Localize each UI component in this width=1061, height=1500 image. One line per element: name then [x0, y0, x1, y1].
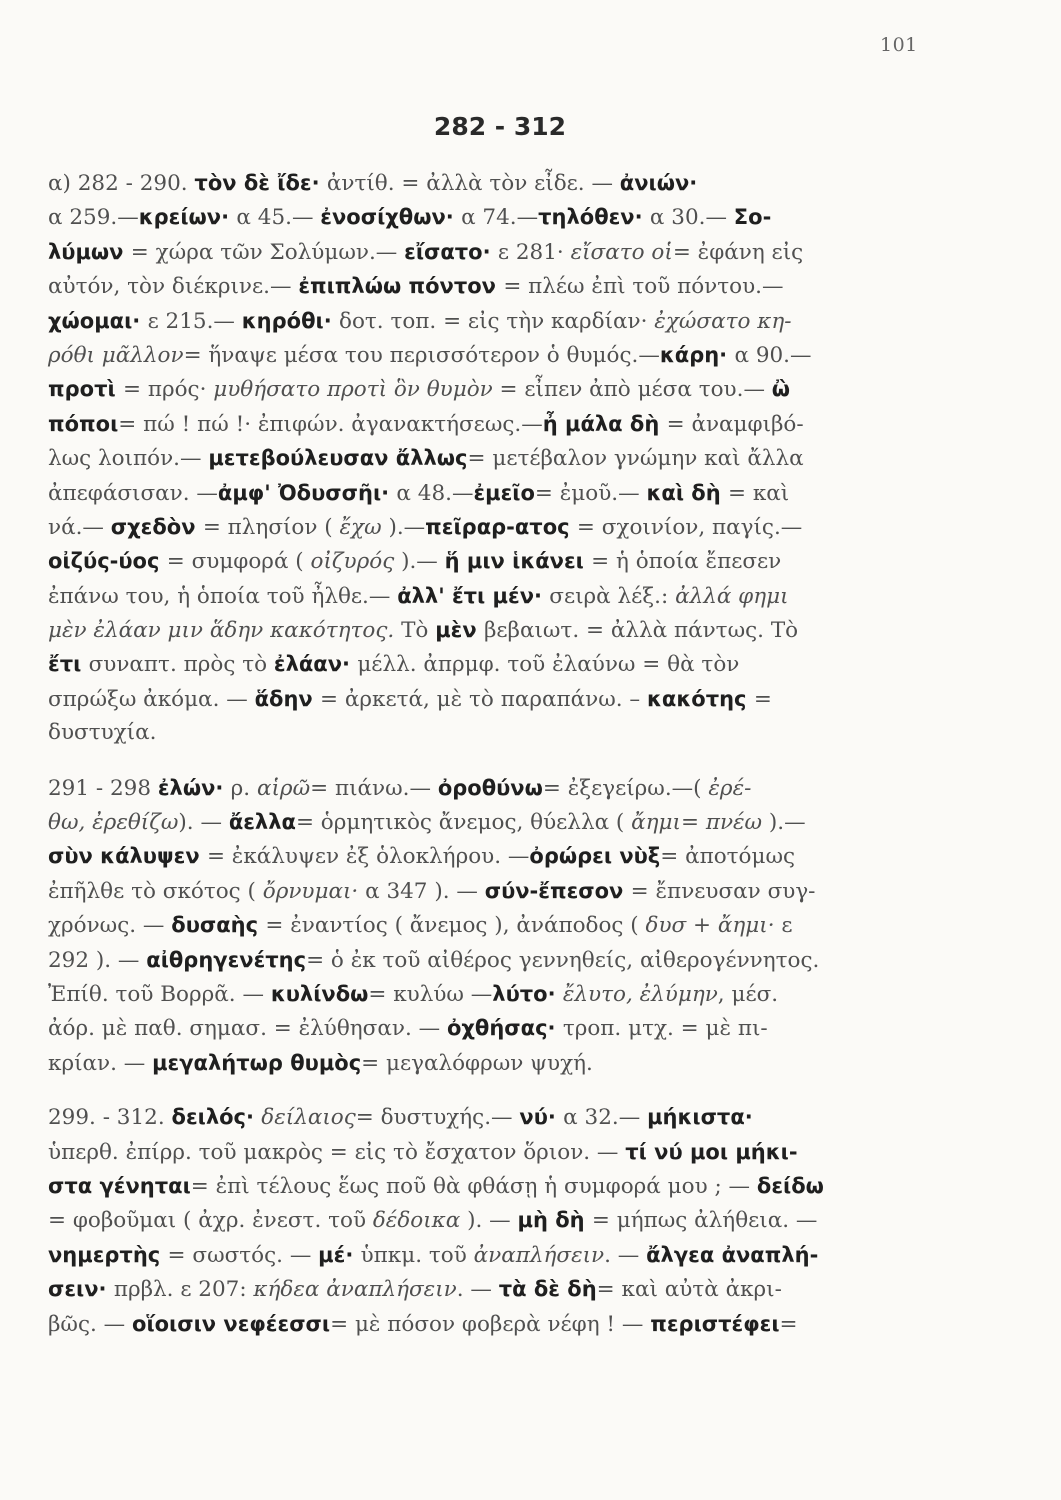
gloss-text: ). —	[467, 1208, 518, 1234]
text-line	[48, 943, 940, 977]
gloss-text: χρόνως. —	[48, 913, 172, 939]
lemma-term: σύν-ἔπεσον	[484, 878, 631, 903]
lemma-term: ἀλλ' ἔτι μέν·	[397, 583, 550, 608]
gloss-text: = χώρα τῶν Σολύμων.—	[130, 239, 405, 265]
gloss-text: ε 215.—	[147, 308, 242, 334]
gloss-text: = πώ ! πώ !· ἐπιφών. ἀγανακτήσεως.—	[118, 411, 543, 437]
gloss-text: σπρώξω ἀκόμα. —	[48, 686, 255, 712]
quoted-form: ἀλλά φημι	[675, 583, 789, 609]
lemma-term: νημερτὴς	[48, 1242, 168, 1267]
lemma-term: μεγαλήτωρ θυμὸς	[152, 1050, 362, 1075]
gloss-text: ε 281·	[497, 239, 571, 265]
quoted-form: πνέω	[705, 810, 769, 836]
section-title: 282 - 312	[433, 112, 567, 141]
quoted-form: μυθήσατο προτὶ ὃν θυμὸν	[213, 377, 500, 403]
text-line	[48, 874, 940, 908]
quoted-form: δείλαιος	[261, 1105, 356, 1131]
quoted-form: ἐχώσατο κη-	[654, 308, 792, 334]
text-line	[48, 1011, 940, 1045]
gloss-text: ἀντίθ. = ἀλλὰ τὸν εἶδε. —	[326, 171, 620, 196]
text-line	[48, 235, 940, 269]
text-line	[48, 647, 940, 681]
lemma-term: χώομαι·	[48, 308, 148, 333]
text-line	[48, 200, 940, 234]
gloss-text: δυστυχία.	[48, 720, 157, 746]
lemma-term: ἐλών·	[157, 775, 231, 800]
lemma-term: ἀνιών·	[619, 171, 698, 195]
lemma-term: ἀμφ' Ὀδυσσῆι·	[217, 480, 397, 505]
lemma-term: πόποι	[48, 411, 119, 436]
commentary-body	[48, 166, 940, 1341]
gloss-text: = πλησίον (	[202, 514, 340, 540]
lemma-term: ὀρώρει νὺξ	[529, 844, 661, 869]
text-line	[48, 908, 940, 942]
text-line	[48, 441, 940, 475]
text-line	[48, 716, 940, 750]
gloss-text: = ὁρμητικὸς ἄνεμος, θύελλα (	[295, 810, 632, 836]
gloss-text: ἐπάνω του, ἡ ὁποία τοῦ ἦλθε.—	[48, 583, 398, 609]
gloss-text: τροπ. μτχ. = μὲ πι-	[562, 1016, 768, 1042]
gloss-text: ἀπεφάσισαν. —	[48, 480, 218, 506]
gloss-text: πρβλ. ε 207:	[113, 1277, 254, 1303]
gloss-text: = εἶπεν ἀπὸ μέσα του.—	[499, 377, 772, 403]
gloss-text: ἐπῆλθε τὸ σκότος (	[48, 878, 263, 904]
gloss-text: = ἔπνευσαν συγ-	[630, 878, 816, 904]
text-line	[48, 1169, 940, 1203]
lemma-term: ἄελλα	[228, 810, 296, 835]
lemma-term: προτὶ	[48, 377, 123, 402]
text-line	[48, 1100, 940, 1134]
gloss-text: = ἐναντίος ( ἄνεμος ), ἀνάποδος (	[265, 913, 646, 939]
gloss-text: α 45.—	[236, 205, 321, 231]
gloss-text: Ἐπίθ. τοῦ Βορρᾶ. —	[48, 981, 271, 1007]
lemma-term: δυσαὴς	[171, 913, 266, 938]
gloss-text: συναπτ. πρὸς τὸ	[88, 652, 274, 678]
lemma-term: ἐμεῖο	[473, 480, 535, 505]
gloss-text: . —	[456, 1277, 499, 1303]
lemma-term: εἴσατο·	[404, 239, 498, 264]
lemma-term: στα γένηται	[48, 1173, 191, 1198]
gloss-text: 299. - 312.	[48, 1105, 172, 1131]
lemma-term: λύτο·	[492, 981, 563, 1006]
gloss-text: = μεγαλόφρων ψυχή.	[361, 1050, 593, 1076]
gloss-text: = ἐφάνη εἰς	[672, 239, 804, 265]
lemma-term: τὸν δὲ ἴδε·	[194, 171, 327, 195]
gloss-text: α 32.—	[563, 1105, 648, 1131]
lemma-term: ἅδην	[254, 686, 321, 711]
gloss-text: ἀόρ. μὲ παθ. σημασ. = ἐλύθησαν. —	[48, 1016, 447, 1042]
gloss-text: βεβαιωτ. = ἀλλὰ πάντως. Τὸ	[483, 618, 799, 644]
text-line	[48, 407, 940, 441]
lemma-term: μὴ δὴ	[517, 1208, 592, 1233]
gloss-text: =	[680, 810, 706, 836]
quoted-form: ἀναπλήσειν	[473, 1242, 605, 1268]
gloss-text: βῶς. —	[48, 1311, 133, 1337]
lemma-term: νύ·	[519, 1105, 564, 1130]
paragraph-gap	[48, 1080, 940, 1100]
gloss-text: = μετέβαλον γνώμην καὶ ἄλλα	[467, 446, 804, 472]
text-line	[48, 613, 940, 647]
text-line	[48, 1307, 940, 1341]
lemma-term: σὺν κάλυψεν	[48, 844, 207, 869]
gloss-text: ε	[781, 913, 793, 939]
gloss-text: = καὶ αὐτὰ ἀκρι-	[596, 1277, 782, 1303]
gloss-text: αὐτόν, τὸν διέκρινε.—	[48, 274, 299, 300]
text-line	[48, 304, 940, 338]
lemma-term: κακότης	[647, 686, 754, 711]
gloss-text: = ἡ ὁποία ἔπεσεν	[591, 549, 782, 575]
gloss-text: = μὲ πόσον φοβερὰ νέφη ! —	[330, 1311, 651, 1337]
quoted-form: δέδοικα	[372, 1208, 468, 1234]
gloss-text: ρ.	[230, 775, 257, 801]
gloss-text: ).—	[401, 549, 445, 575]
lemma-term: μήκιστα·	[647, 1105, 753, 1130]
lemma-term: οἰζύς-ύος	[48, 549, 167, 574]
text-line	[48, 338, 940, 372]
lemma-term: σειν·	[48, 1277, 114, 1302]
quoted-form: ἐρέ-	[708, 775, 752, 801]
lemma-term: ἄλγεα ἀναπλή-	[646, 1242, 819, 1267]
text-line	[48, 1046, 940, 1080]
gloss-text: = ἐπὶ τέλους ἕως ποῦ θὰ φθάσῃ ἡ συμφορά μου ; —	[190, 1173, 757, 1199]
text-line	[48, 771, 940, 805]
quoted-form: οἰζυρός	[310, 549, 402, 575]
text-line	[48, 1272, 940, 1306]
lemma-term: περιστέφει	[650, 1311, 780, 1336]
lemma-term: ὀχθήσας·	[446, 1016, 563, 1041]
lemma-term: μέ·	[318, 1242, 361, 1267]
gloss-text: = ἀποτόμως	[660, 844, 796, 870]
gloss-text: ὑπκμ. τοῦ	[360, 1242, 474, 1268]
gloss-text: = ἐμοῦ.—	[534, 480, 647, 506]
gloss-text: α) 282 - 290.	[48, 171, 195, 196]
gloss-text: 291 - 298	[48, 775, 158, 801]
quoted-form: εἴσατο οἱ	[570, 239, 673, 265]
text-line	[48, 682, 940, 716]
gloss-text: = μήπως ἀλήθεια. —	[591, 1208, 818, 1234]
quoted-form: θω, ἐρεθίζω	[48, 810, 179, 836]
gloss-text: σειρὰ λέξ.:	[549, 583, 676, 609]
lemma-term: ὀροθύνω	[437, 775, 543, 800]
gloss-text: λως λοιπόν.—	[48, 446, 209, 472]
gloss-text: = ὁ ἐκ τοῦ αἰθέρος γεννηθείς, αἰθερογέννητος.	[306, 947, 820, 973]
text-line	[48, 579, 940, 613]
gloss-text: α 30.—	[649, 205, 734, 231]
text-line	[48, 977, 940, 1011]
gloss-text: ).—	[768, 810, 806, 836]
gloss-text: = καὶ	[728, 480, 790, 506]
lemma-term: δείδω	[756, 1173, 824, 1198]
lemma-term: ἦ μάλα δὴ	[542, 411, 667, 436]
text-line	[48, 510, 940, 544]
lemma-term: τηλόθεν·	[538, 205, 650, 230]
gloss-text: , μέσ.	[717, 981, 779, 1007]
text-line	[48, 372, 940, 406]
text-line	[48, 166, 940, 200]
gloss-text: ).—	[388, 514, 426, 540]
lemma-term: κυλίνδω	[270, 981, 369, 1006]
lemma-term: ἐλάαν·	[273, 652, 358, 677]
gloss-text: =	[779, 1311, 798, 1337]
gloss-text: = συμφορά (	[166, 549, 311, 575]
gloss-text: = δυστυχής.—	[355, 1105, 520, 1131]
gloss-text: νά.—	[48, 514, 111, 540]
text-line	[48, 839, 940, 873]
gloss-text: α 90.—	[734, 342, 812, 368]
page-number: 101	[880, 34, 918, 56]
quoted-form: ἔχω	[339, 514, 389, 540]
lemma-term: τὰ δὲ δὴ	[498, 1277, 597, 1302]
gloss-text: = πιάνω.—	[310, 775, 438, 801]
gloss-text: = σωστός. —	[167, 1242, 319, 1268]
quoted-form: ἔλυτο, ἐλύμην	[562, 981, 718, 1007]
gloss-text: ). —	[178, 810, 229, 836]
gloss-text: = ἥναψε μέσα του περισσότερον ὁ θυμός.—	[183, 342, 660, 368]
text-line	[48, 805, 940, 839]
gloss-text: = ἀρκετά, μὲ τὸ παραπάνω. –	[320, 686, 648, 712]
lemma-term: ὢ	[771, 377, 791, 402]
gloss-text: = κυλύω —	[368, 981, 493, 1007]
quoted-form: ἄημι	[631, 810, 681, 836]
gloss-text: = πλέω ἐπὶ τοῦ πόντου.—	[503, 274, 784, 300]
gloss-text: δοτ. τοπ. = εἰς τὴν καρδίαν·	[339, 308, 655, 334]
gloss-text: = πρός·	[122, 377, 214, 403]
text-line	[48, 1238, 940, 1272]
gloss-text: α 48.—	[396, 480, 474, 506]
lemma-term: κρείων·	[138, 205, 237, 230]
lemma-term: λύμων	[48, 239, 131, 264]
lemma-term: ἐνοσίχθων·	[320, 205, 462, 230]
quoted-form: δυσ + ἄημι·	[645, 913, 782, 939]
gloss-text: Τὸ	[401, 618, 436, 644]
gloss-text: =	[753, 686, 772, 712]
gloss-text: . —	[604, 1242, 647, 1268]
lemma-term: μετεβούλευσαν ἄλλως	[208, 446, 468, 471]
quoted-form: ρόθι μᾶλλον	[48, 342, 184, 368]
gloss-text: α 347 ). —	[365, 878, 485, 904]
gloss-text: α 259.—	[48, 205, 139, 231]
gloss-text: = σχοινίον, παγίς.—	[576, 514, 803, 540]
gloss-text: = ἐξεγείρω.—(	[542, 775, 709, 801]
lemma-term: δειλός·	[171, 1105, 262, 1130]
lemma-term: τί νύ μοι μήκι-	[625, 1139, 798, 1164]
quoted-form: αἱρῶ	[256, 775, 311, 801]
text-line	[48, 1203, 940, 1237]
text-line	[48, 1135, 940, 1169]
text-line	[48, 544, 940, 578]
lemma-term: κηρόθι·	[241, 308, 339, 333]
lemma-term: σχεδὸν	[110, 514, 203, 539]
lemma-term: οἵοισιν νεφέεσσι	[132, 1311, 331, 1336]
lemma-term: ἔτι	[48, 652, 89, 677]
lemma-term: ἐπιπλώω πόντον	[298, 274, 504, 299]
gloss-text: = ἐκάλυψεν ἐξ ὁλοκλήρου. —	[206, 844, 530, 870]
quoted-form: ὄρνυμαι·	[262, 878, 366, 904]
gloss-text: α 74.—	[461, 205, 539, 231]
gloss-text: ὑπερθ. ἐπίρρ. τοῦ μακρὸς = εἰς τὸ ἔσχατον ὅριον. —	[48, 1139, 626, 1165]
lemma-term: αἰθρηγενέτης	[146, 947, 307, 972]
lemma-term: μὲν	[435, 618, 484, 643]
quoted-form: μὲν ἐλάαν μιν ἅδην κακότητος.	[48, 618, 402, 644]
lemma-term: ἥ μιν ἱκάνει	[444, 549, 592, 574]
gloss-text: κρίαν. —	[48, 1050, 153, 1076]
gloss-text: μέλλ. ἀπρμφ. τοῦ ἐλαύνω = θὰ τὸν	[357, 652, 740, 678]
lemma-term: κάρη·	[659, 342, 735, 367]
gloss-text: = ἀναμφιβό-	[666, 411, 804, 437]
lemma-term: πεῖραρ-ατος	[425, 514, 577, 539]
quoted-form: κήδεα ἀναπλήσειν	[253, 1277, 457, 1303]
gloss-text: = φοβοῦμαι ( ἀχρ. ἐνεστ. τοῦ	[48, 1208, 373, 1234]
gloss-text: 292 ). —	[48, 947, 147, 973]
text-line	[48, 269, 940, 303]
paragraph-gap	[48, 751, 940, 771]
text-line	[48, 476, 940, 510]
lemma-term: καὶ δὴ	[646, 480, 728, 505]
lemma-term: Σο-	[733, 205, 772, 230]
